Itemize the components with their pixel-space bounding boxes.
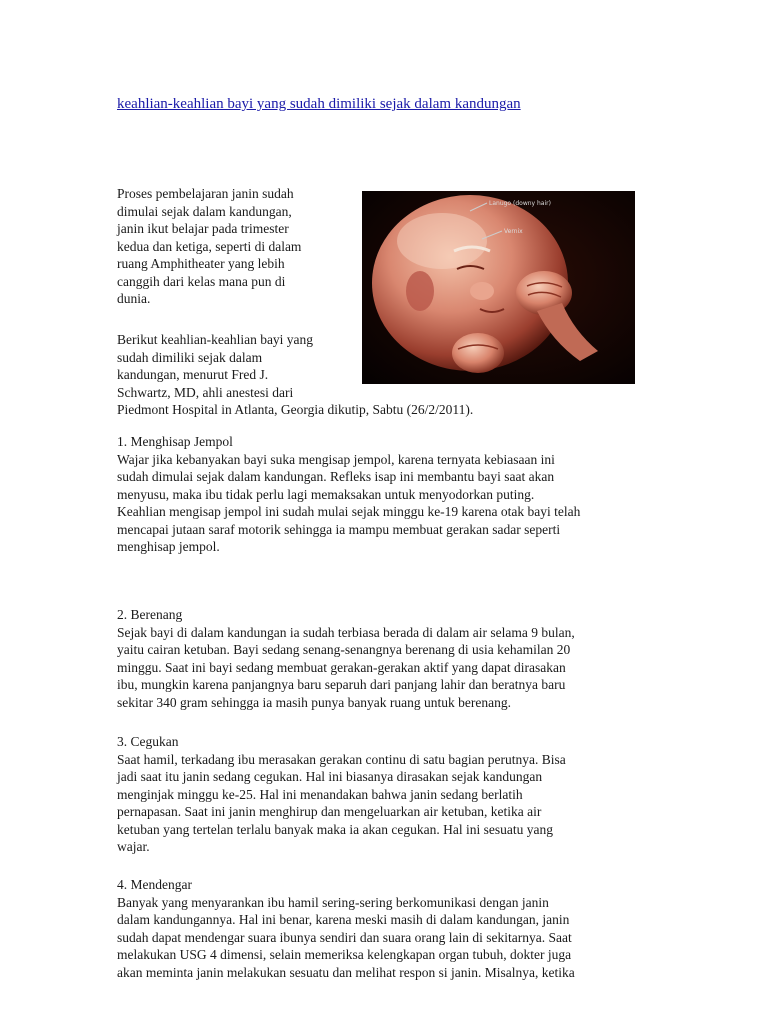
text-line: janin ikut belajar pada trimester xyxy=(117,221,289,236)
photo-label-lanugo: Lanugo (downy hair) xyxy=(489,200,551,207)
section-mendengar xyxy=(117,876,637,981)
text-line: minggu. Saat ini bayi sedang membuat gerakan-gerakan aktif yang dapat dirasakan xyxy=(117,659,566,675)
text-line: Wajar jika kebanyakan bayi suka mengisap jempol, karena ternyata kebiasaan ini xyxy=(117,451,555,467)
text-line: dunia. xyxy=(117,291,151,306)
section-heading: 2. Berenang xyxy=(117,607,183,622)
text-line: akan meminta janin melakukan sesuatu dan melihat respon si janin. Misalnya, ketika xyxy=(117,964,575,980)
text-line: Berikut keahlian-keahlian bayi yang xyxy=(117,332,314,347)
section-heading: 4. Mendengar xyxy=(117,877,192,892)
text-line: menyusu, maka ibu tidak perlu lagi memaksakan untuk menyodorkan puting. xyxy=(117,486,535,502)
text-line: melakukan USG 4 dimensi, selain memeriksa kelengkapan organ tubuh, dokter juga xyxy=(117,947,572,962)
text-line: menghisap jempol. xyxy=(117,539,220,554)
intro-paragraph-2 xyxy=(117,331,637,419)
text-line: Keahlian mengisap jempol ini sudah mulai sejak minggu ke-19 karena otak bayi telah xyxy=(117,504,581,519)
text-line: ibu, mungkin karena panjangnya baru separuh dari panjang lahir dan beratnya baru xyxy=(117,677,566,692)
section-heading: 1. Menghisap Jempol xyxy=(117,434,233,449)
text-line: pernapasan. Saat ini janin menghirup dan mengeluarkan air ketuban, ketika air xyxy=(117,804,542,819)
text-line: dimulai sejak dalam kandungan, xyxy=(117,203,292,219)
text-line: kedua dan ketiga, seperti di dalam xyxy=(117,238,302,254)
text-line: Sejak bayi di dalam kandungan ia sudah terbiasa berada di dalam air selama 9 bulan, xyxy=(117,624,575,640)
section-berenang xyxy=(117,606,637,711)
text-line: sudah dimiliki sejak dalam xyxy=(117,349,263,365)
text-line: menginjak minggu ke-25. Hal ini menandakan bahwa janin sedang berlatih xyxy=(117,786,523,802)
text-line: sudah dimulai sejak dalam kandungan. Refleks isap ini membantu bayi saat akan xyxy=(117,469,555,484)
photo-label-vernix: Vernix xyxy=(504,228,523,235)
section-heading: 3. Cegukan xyxy=(117,734,179,749)
text-line: ruang Amphitheater yang lebih xyxy=(117,256,285,271)
section-cegukan xyxy=(117,733,637,856)
text-line: Proses pembelajaran janin sudah xyxy=(117,186,294,201)
text-line: sekitar 340 gram sehingga ia masih punya banyak ruang untuk berenang. xyxy=(117,694,512,710)
text-line: sudah dapat mendengar suara ibunya sendiri dan suara orang lain di sekitarnya. Saat xyxy=(117,929,572,945)
text-line: canggih dari kelas mana pun di xyxy=(117,273,286,289)
text-line: Piedmont Hospital in Atlanta, Georgia dikutip, Sabtu (26/2/2011). xyxy=(117,402,474,417)
section-menghisap-jempol xyxy=(117,433,637,556)
text-line: yaitu cairan ketuban. Bayi sedang senang-senangnya berenang di usia kehamilan 20 xyxy=(117,642,571,657)
text-line: Schwartz, MD, ahli anestesi dari xyxy=(117,384,294,400)
intro-paragraph-1 xyxy=(117,185,637,308)
text-line: wajar. xyxy=(117,839,150,854)
text-line: mencapai jutaan saraf motorik sehingga ia mampu membuat gerakan sadar seperti xyxy=(117,521,561,537)
text-line: Banyak yang menyarankan ibu hamil sering-sering berkomunikasi dengan janin xyxy=(117,894,549,910)
text-line: Saat hamil, terkadang ibu merasakan gerakan continu di satu bagian perutnya. Bisa xyxy=(117,751,566,767)
text-line: ketuban yang tertelan terlalu banyak maka ia akan cegukan. Hal ini sesuatu yang xyxy=(117,821,553,837)
text-line: dalam kandungannya. Hal ini benar, karena meski masih di dalam kandungan, janin xyxy=(117,912,570,927)
article-title-link[interactable]: keahlian-keahlian bayi yang sudah dimiliki sejak dalam kandungan xyxy=(117,96,521,112)
text-line: kandungan, menurut Fred J. xyxy=(117,367,269,382)
text-line: jadi saat itu janin sedang cegukan. Hal ini biasanya dirasakan sejak kandungan xyxy=(117,769,543,784)
